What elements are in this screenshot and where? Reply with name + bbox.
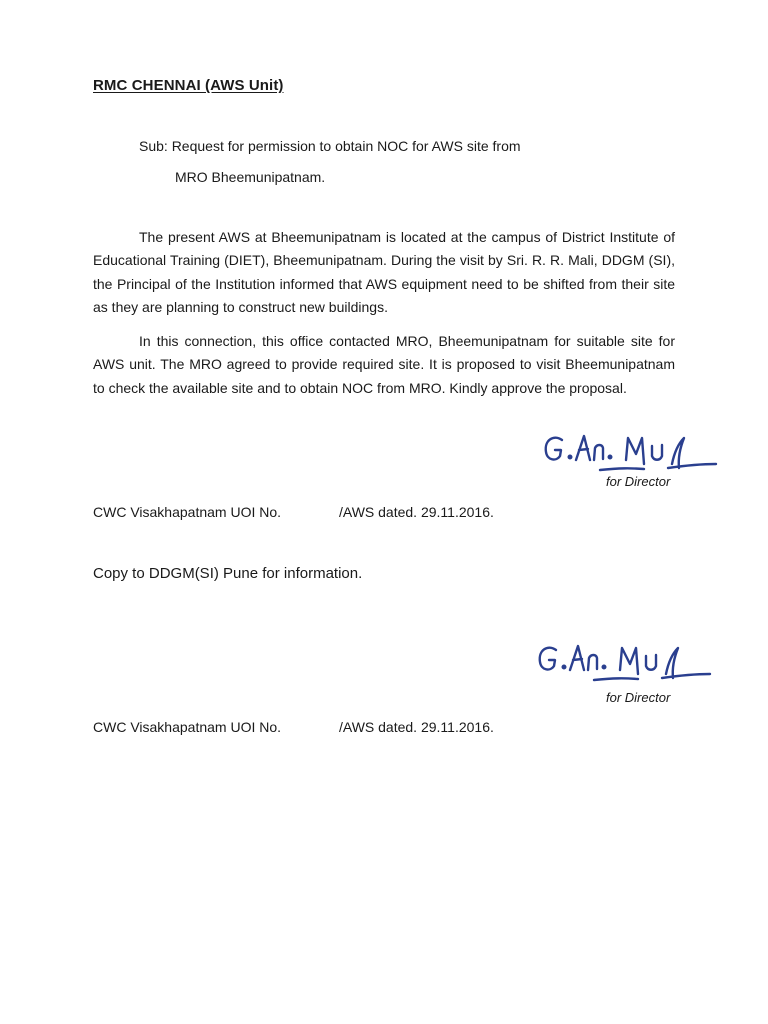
dated-1: /AWS dated. 29.11.2016. <box>339 504 494 520</box>
dated-2: /AWS dated. 29.11.2016. <box>339 719 494 735</box>
uoi-number-1: CWC Visakhapatnam UOI No. <box>93 504 282 520</box>
reference-line-2 <box>93 719 494 735</box>
paragraph-1: The present AWS at Bheemunipatnam is located at the campus of District Institute of Educational Training (DIET), Bheemunipatnam. During the visit by Sri. R. R. Mali, DDGM (SI), the Principal of the Institution informed that AWS equipment need to be shifted from their site as they are planning to construct new buildings. <box>93 229 675 315</box>
subject-line-continued: MRO Bheemunipatnam. <box>175 169 326 185</box>
paragraph-2: In this connection, this office contacted MRO, Bheemunipatnam for suitable site for AWS unit. The MRO agreed to provide required site. It is proposed to visit Bheemunipatnam to check the available site and to obtain NOC from MRO. Kindly approve the proposal. <box>93 333 675 396</box>
uoi-number-2: CWC Visakhapatnam UOI No. <box>93 719 282 735</box>
signature-2-icon <box>534 640 719 690</box>
for-director-label-2: for Director <box>606 690 671 705</box>
subject-line: Sub: Request for permission to obtain NOC for AWS site from <box>139 138 521 154</box>
for-director-label-1: for Director <box>606 474 671 489</box>
copy-to-line: Copy to DDGM(SI) Pune for information. <box>93 565 363 582</box>
signature-1-icon <box>540 430 725 480</box>
reference-line-1 <box>93 504 494 520</box>
document-heading: RMC CHENNAI (AWS Unit) <box>93 77 284 94</box>
